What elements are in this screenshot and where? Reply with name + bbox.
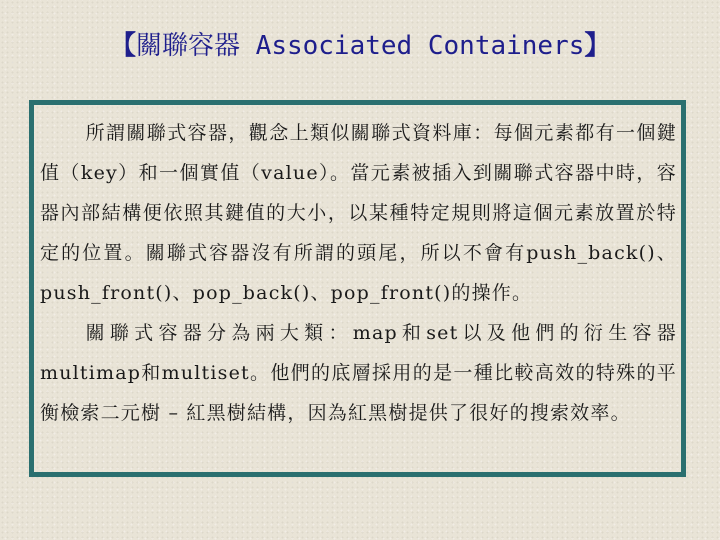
title-open-bracket: 【 bbox=[110, 31, 137, 61]
content-box bbox=[29, 100, 686, 477]
title-close-bracket: 】 bbox=[584, 31, 611, 61]
slide-title bbox=[110, 26, 710, 66]
title-text: 關聯容器 Associated Containers bbox=[136, 31, 585, 61]
paragraph-categories: 關聯式容器分為兩大類：map和set以及他們的衍生容器multimap和multiset。他們的底層採用的是一種比較高效的特殊的平衡檢索二元樹 – 紅黑樹結構，因為紅黑樹提供了很好的搜索效率。 bbox=[40, 322, 677, 424]
paragraph-intro: 所謂關聯式容器，觀念上類似關聯式資料庫：每個元素都有一個鍵值（key）和一個實值（value）。當元素被插入到關聯式容器中時，容器內部結構便依照其鍵值的大小，以某種特定規則將這個元素放置於特定的位置。關聯式容器沒有所謂的頭尾，所以不會有push_back()、push_front()、pop_back()、pop_front()的操作。 bbox=[40, 122, 677, 304]
